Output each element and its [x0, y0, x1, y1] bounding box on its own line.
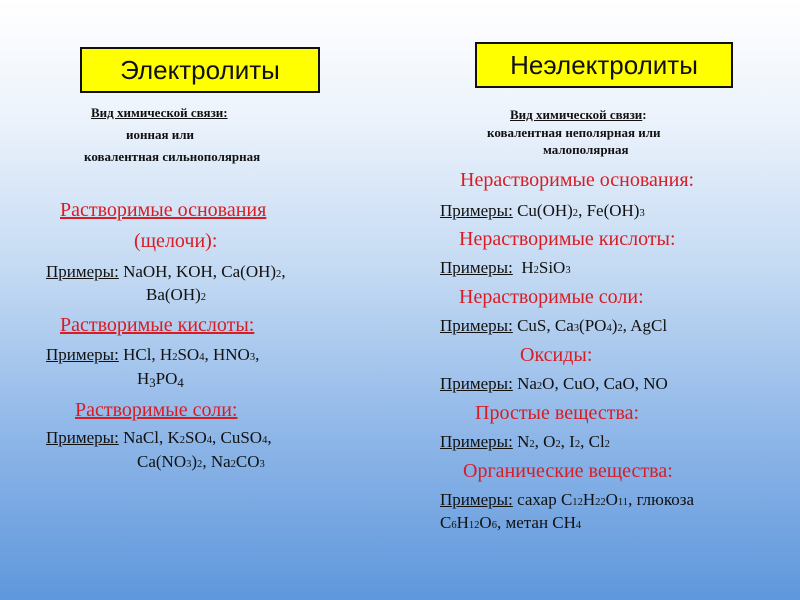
formula: NaOH, KOH, Ca(OH)2, [123, 262, 286, 281]
oxides-examples: Примеры: Na2O, CuO, CaO, NO [440, 374, 668, 393]
examples-label: Примеры: [440, 374, 513, 393]
left-bond-line2: ковалентная сильнополярная [84, 149, 261, 164]
examples-label: Примеры: [440, 432, 513, 451]
soluble-salts-title: Растворимые соли: [75, 399, 238, 421]
insoluble-bases-examples: Примеры: Cu(OH)2, Fe(OH)3 [440, 201, 645, 220]
examples-label: Примеры: [46, 345, 119, 364]
insoluble-salts-examples: Примеры: CuS, Ca3(PO4)2, AgCl [440, 316, 668, 335]
left-bond-line1: ионная или [126, 127, 195, 142]
organic-substances-title: Органические вещества: [463, 460, 673, 482]
examples-label: Примеры: [440, 258, 513, 277]
insoluble-acids-title: Нерастворимые кислоты: [459, 228, 676, 250]
non-electrolytes-title: Неэлектролиты [475, 42, 733, 88]
examples-label: Примеры: [46, 428, 119, 447]
bases-examples-line1 [46, 262, 286, 282]
soluble-acids-title: Растворимые кислоты: [60, 314, 255, 336]
insoluble-acids-examples: Примеры: H2SiO3 [440, 258, 571, 277]
organic-examples-line1: Примеры: сахар C12H22O11, глюкоза [440, 490, 695, 509]
formula: HCl, H2SO4, HNO3, [123, 345, 260, 364]
right-bond-line2: малополярная [543, 142, 629, 157]
examples-label: Примеры: [440, 201, 513, 220]
simple-substances-title: Простые вещества: [475, 402, 640, 424]
examples-label: Примеры: [46, 262, 119, 281]
examples-label: Примеры: [440, 316, 513, 335]
organic-examples-line2: C6H12O6, метан CH4 [440, 513, 582, 532]
soluble-bases-subtitle: (щелочи): [134, 230, 218, 252]
right-bond-line1: ковалентная неполярная или [487, 125, 661, 140]
simple-substances-examples: Примеры: N2, O2, I2, Cl2 [440, 432, 610, 451]
insoluble-bases-title: Нерастворимые основания: [460, 169, 695, 191]
electrolytes-title: Электролиты [80, 47, 320, 93]
soluble-bases-title: Растворимые основания [60, 199, 267, 221]
salts-examples-line1 [46, 428, 272, 448]
acids-examples-line2: H3PO4 [137, 369, 184, 391]
formula: NaCl, K2SO4, CuSO4, [123, 428, 272, 447]
examples-label: Примеры: [440, 490, 513, 509]
acids-examples-line1 [46, 345, 259, 365]
salts-examples-line2: Ca(NO3)2, Na2CO3 [137, 452, 265, 471]
right-bond-label: Вид химической связи: [510, 107, 647, 122]
left-bond-label: Вид химической связи: [91, 105, 228, 120]
bases-examples-line2: Ba(OH)2 [146, 285, 207, 304]
insoluble-salts-title: Нерастворимые соли: [459, 286, 644, 308]
oxides-title: Оксиды: [520, 344, 593, 366]
